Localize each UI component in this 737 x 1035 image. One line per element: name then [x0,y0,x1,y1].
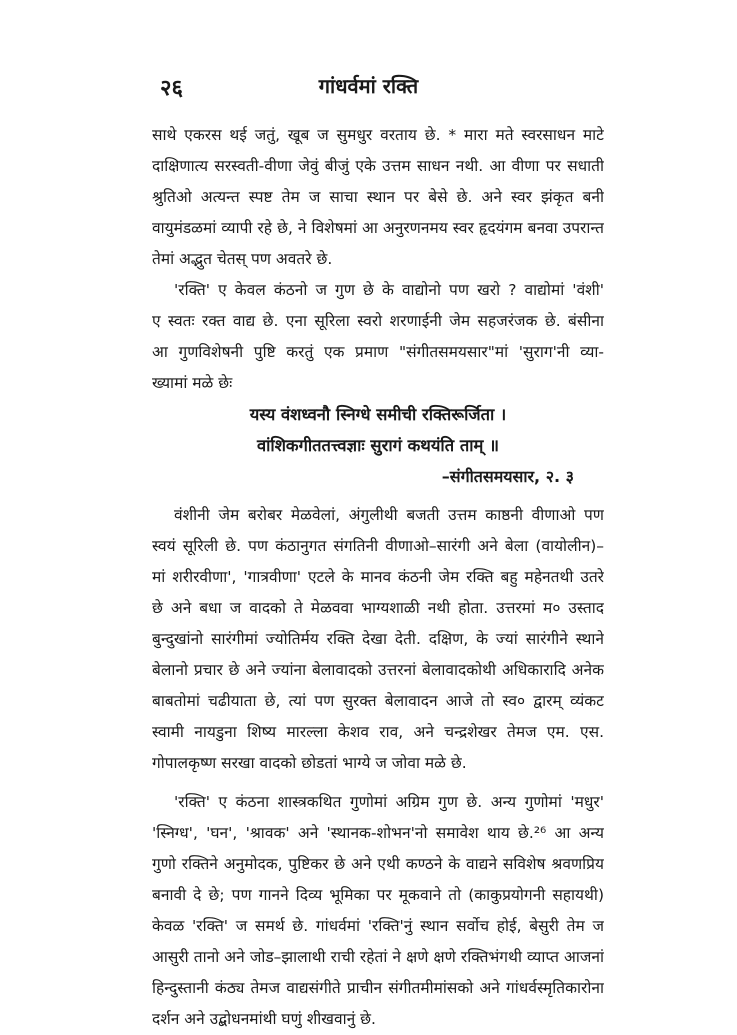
text-line: स्वामी नायडुना शिष्य मारल्ला केशव राव, अने चन्द्रशेखर तेमज एम. एस. [152,723,604,741]
text-line: श्रुतिओ अत्यन्त स्पष्ट तेम ज साचा स्थान पर बेसे छे. अने स्वर झंकृत बनी [152,188,604,206]
text-line: दाक्षिणात्य सरस्वती-वीणा जेवुं बीजुं एके उत्तम साधन नथी. आ वीणा पर सधाती [152,157,604,175]
text-line: छे अने बधा ज वादको ते मेळववा भाग्यशाळी नथी होता. उत्तरमां म० उस्ताद [152,599,604,617]
text-line: गुणो रक्तिने अनुमोदक, पुष्टिकर छे अने एथी कण्ठने के वाद्यने सविशेष श्रवणप्रिय [152,855,604,873]
text-line: ए स्वतः रक्त वाद्य छे. एना सूरिला स्वरो शरणाईनी जेम सहजरंजक छे. बंसीना [152,312,604,330]
text-line: हिन्दुस्तानी कंठ्य तेमज वाद्यसंगीते प्राचीन संगीतमीमांसको अने गांधर्वस्मृतिकारोना [152,979,604,997]
text-line: 'स्निग्ध', 'घन', 'श्रावक' अने 'स्थानक-शोभन'नो समावेश थाय छे.²⁶ आ अन्य [152,824,604,842]
paragraph-3 [152,500,604,779]
text-line: बेलानो प्रचार छे अने ज्यांना बेलावादको उत्तरनां बेलावादकोथी अधिकारादि अनेक [152,661,604,679]
text-line: स्वयं सूरिली छे. पण कंठानुगत संगतिनी वीणाओ–सारंगी अने बेला (वायोलीन)– [152,537,604,555]
text-line: आसुरी तानो अने जोड–झालाथी राची रहेतां ने क्षणे क्षणे रक्तिभंगथी व्याप्त आजनां [152,948,604,966]
sanskrit-verse [152,399,604,492]
text-line: 'रक्ति' ए कंठना शास्त्रकथित गुणोमां अग्रिम गुण छे. अन्य गुणोमां 'मधुर' [174,793,604,811]
paragraph-2 [152,275,604,399]
text-line: बुन्दुखांनो सारंगीमां ज्योतिर्मय रक्ति देखा देती. दक्षिण, के ज्यां सारंगीने स्थाने [152,630,604,648]
text-line: दर्शन अने उद्बोधनमांथी घणुं शीखवानुं छे. [152,1010,376,1028]
text-line: 'रक्ति' ए केवल कंठनो ज गुण छे के वाद्योनो पण खरो ? वाद्योमां 'वंशी' [174,281,604,299]
verse-source: –संगीतसमयसार, २. ३ [441,467,574,486]
paragraph-1 [152,120,604,275]
text-line: ख्यामां मळे छेः [152,374,233,392]
text-line: तेमां अद्भुत चेतस् पण अवतरे छे. [152,250,333,268]
text-line: वंशीनी जेम बरोबर मेळवेलां, अंगुलीथी बजती उत्तम काष्ठनी वीणाओ पण [174,506,604,524]
paragraph-4 [152,787,604,1035]
text-line: गोपालकृष्ण सरखा वादको छोडतां भाग्ये ज जोवा मळे छे. [152,754,467,772]
running-title: गांधर्वमां रक्ति [318,74,419,98]
verse-line-2: वांशिकगीततत्त्वज्ञाः सुरागं कथयंति ताम् ॥ [256,436,500,455]
verse-line-1: यस्य वंशध्वनौ स्निग्धे समीची रक्तिरूर्जिता । [249,405,507,424]
text-line: साथे एकरस थई जतुं, खूब ज सुमधुर वरताय छे. * मारा मते स्वरसाधन माटे [152,126,604,144]
text-line: वायुमंडळमां व्यापी रहे छे, ने विशेषमां आ अनुरणनमय स्वर हृदयंगम बनवा उपरान्त [152,219,604,237]
text-line: केवळ 'रक्ति' ज समर्थ छे. गांधर्वमां 'रक्ति'नुं स्थान सर्वोच होई, बेसुरी तेम ज [152,917,604,935]
body-text [152,120,604,1035]
text-line: बनावी दे छे; पण गानने दिव्य भूमिका पर मूकवाने तो (काकुप्रयोगनी सहायथी) [152,886,604,904]
text-line: बाबतोमां चढीयाता छे, त्यां पण सुरक्त बेलावादन आजे तो स्व० द्वारम् व्यंकट [152,692,604,710]
text-line: आ गुणविशेषनी पुष्टि करतुं एक प्रमाण "संगीतसमयसार"मां 'सुराग'नी व्या- [152,343,604,361]
page-number: २६ [160,76,183,101]
text-line: मां शरीरवीणा', 'गात्रवीणा' एटले के मानव कंठनी जेम रक्ति बहु महेनतथी उतरे [152,568,604,586]
running-header [0,72,737,106]
